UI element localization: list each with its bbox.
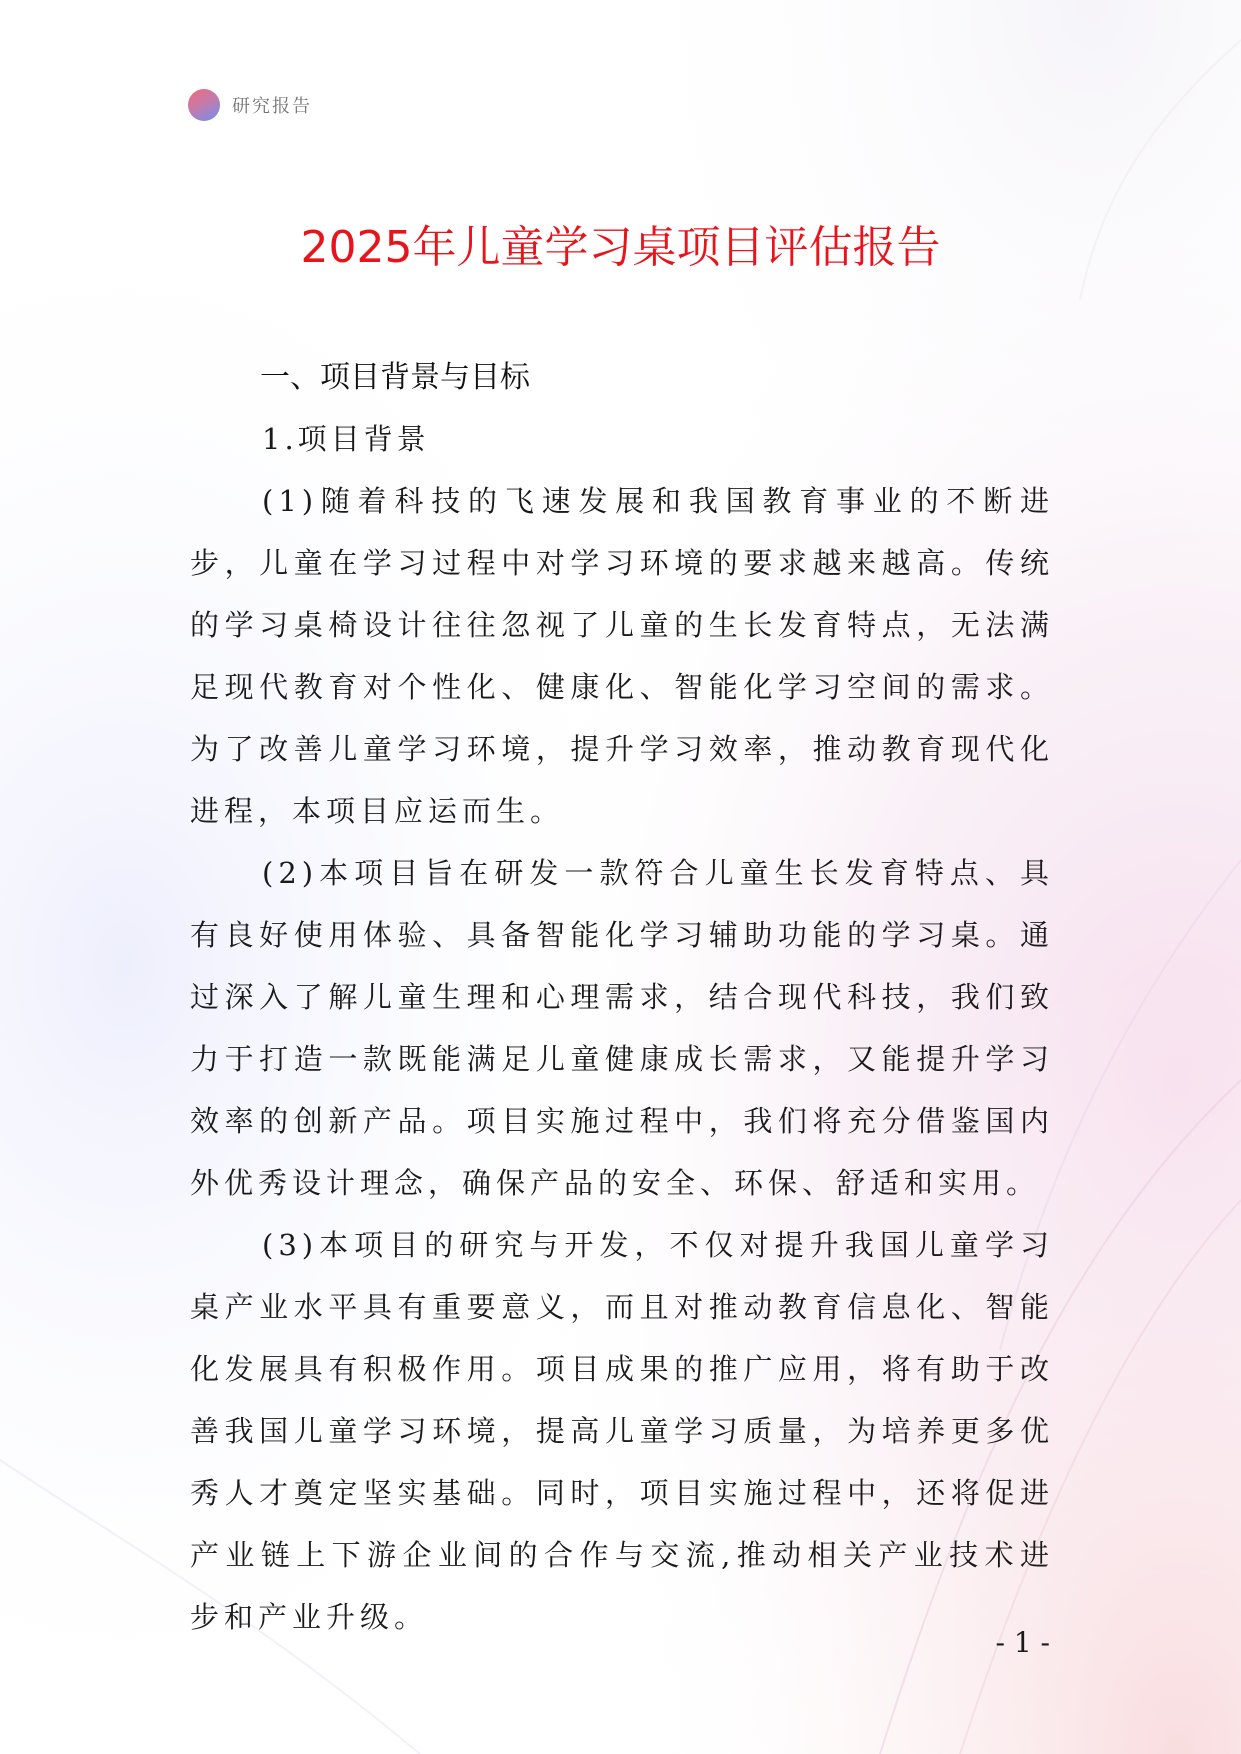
paragraph-3: (3)本项目的研究与开发，不仅对提升我国儿童学习桌产业水平具有重要意义，而且对推动教育信息化、智能化发展具有积极作用。项目成果的推广应用，将有助于改善我国儿童学习环境，提高儿童学习质量，为培养更多优秀人才奠定坚实基础。同时，项目实施过程中，还将促进产业链上下游企业间的合作与交流,推动相关产业技术进步和产业升级。 bbox=[190, 1228, 1054, 1634]
document-header bbox=[188, 89, 312, 121]
section-heading: 一、项目背景与目标 bbox=[260, 360, 530, 395]
gradient-circle-logo-icon bbox=[188, 89, 220, 121]
header-label: 研究报告 bbox=[232, 96, 312, 117]
page-number: - 1 - bbox=[995, 1626, 1050, 1659]
subsection-heading: 1.项目背景 bbox=[262, 422, 430, 456]
paragraph-1: (1)随着科技的飞速发展和我国教育事业的不断进步，儿童在学习过程中对学习环境的要求越来越高。传统的学习桌椅设计往往忽视了儿童的生长发育特点，无法满足现代教育对个性化、健康化、智能化学习空间的需求。为了改善儿童学习环境，提升学习效率，推动教育现代化进程，本项目应运而生。 bbox=[190, 484, 1054, 828]
paragraph-2: (2)本项目旨在研发一款符合儿童生长发育特点、具有良好使用体验、具备智能化学习辅助功能的学习桌。通过深入了解儿童生理和心理需求，结合现代科技，我们致力于打造一款既能满足儿童健康成长需求，又能提升学习效率的创新产品。项目实施过程中，我们将充分借鉴国内外优秀设计理念，确保产品的安全、环保、舒适和实用。 bbox=[190, 856, 1054, 1200]
document-body bbox=[190, 348, 1054, 1648]
document-title: 2025年儿童学习桌项目评估报告 bbox=[300, 222, 941, 273]
